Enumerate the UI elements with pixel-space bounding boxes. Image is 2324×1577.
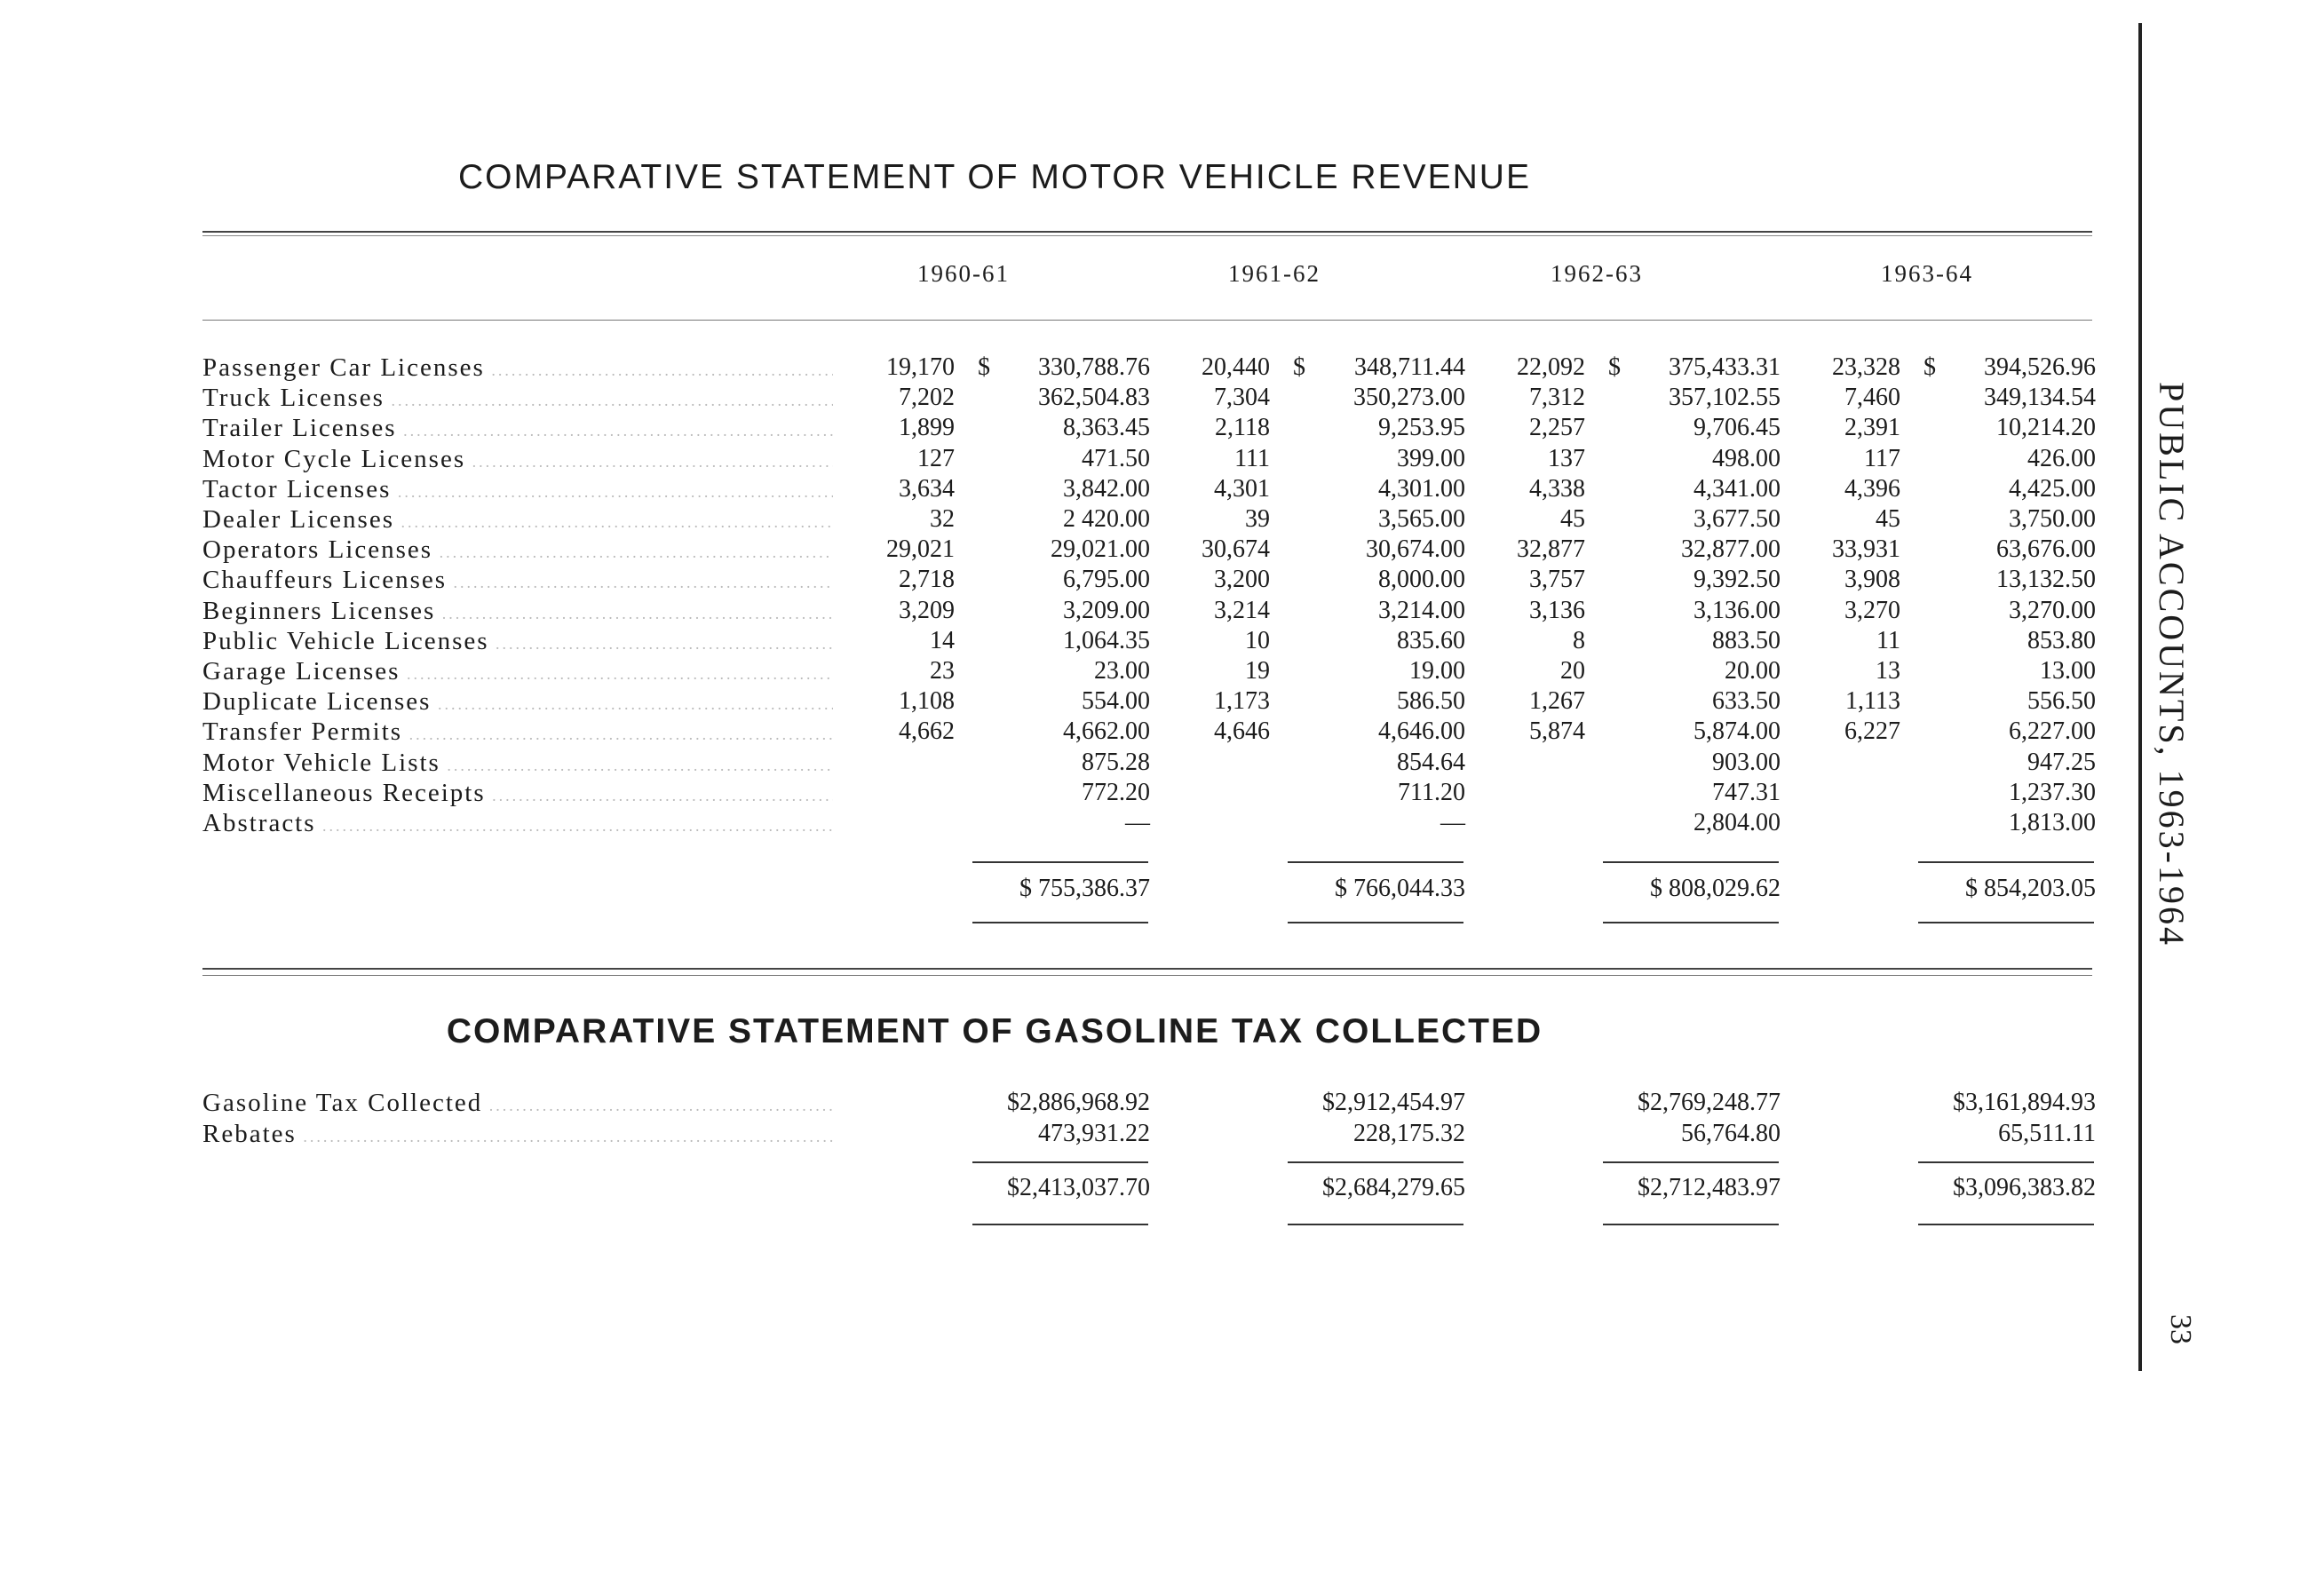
amount-cell: 835.60 — [1397, 626, 1465, 654]
year-header-1963-64: 1963-64 — [1881, 260, 1973, 287]
table-row — [0, 687, 2131, 717]
row-label: Garage Licenses ..... — [202, 657, 833, 686]
total-line — [1288, 1161, 1463, 1163]
total-line — [972, 1161, 1148, 1163]
amount-cell: 2 420.00 — [1063, 505, 1150, 533]
amount-cell: 3,136.00 — [1693, 596, 1781, 624]
count-cell: 10 — [1245, 626, 1270, 654]
total-1960-61: $ 755,386.37 — [1019, 875, 1150, 902]
table-row — [0, 627, 2131, 657]
amount-cell: 747.31 — [1712, 778, 1781, 806]
total-1963-64: $ 854,203.05 — [1965, 875, 2096, 902]
margin-rule — [2138, 23, 2142, 1371]
section-rule-thin — [202, 975, 2092, 976]
year-header-1962-63: 1962-63 — [1551, 260, 1643, 287]
count-cell: 4,338 — [1529, 474, 1585, 503]
count-cell: 2,257 — [1529, 414, 1585, 442]
amount-cell: 3,677.50 — [1693, 505, 1781, 533]
total-line — [1288, 861, 1463, 863]
total-underline — [1918, 1224, 2094, 1225]
amount-cell: 3,209.00 — [1063, 596, 1150, 624]
gas-value: 65,511.11 — [1998, 1120, 2096, 1147]
count-cell: 137 — [1548, 444, 1585, 472]
count-cell: 39 — [1245, 505, 1270, 533]
count-cell: 7,312 — [1529, 384, 1585, 412]
count-cell: 7,304 — [1214, 384, 1270, 412]
count-cell: 3,270 — [1844, 596, 1900, 624]
row-label: Truck Licenses ..... — [202, 384, 833, 413]
count-cell: 11 — [1876, 626, 1900, 654]
table-row — [0, 779, 2131, 809]
total-underline — [1918, 922, 2094, 923]
total-underline — [972, 1224, 1148, 1225]
table-row — [0, 597, 2131, 627]
table-row — [0, 414, 2131, 444]
amount-cell: 375,433.31 — [1669, 353, 1781, 381]
amount-cell: 6,795.00 — [1063, 566, 1150, 594]
amount-cell: 883.50 — [1712, 626, 1781, 654]
amount-cell: 29,021.00 — [1051, 535, 1150, 564]
amount-cell: 1,813.00 — [2009, 809, 2096, 836]
amount-cell: 8,000.00 — [1378, 566, 1465, 594]
amount-cell: 19.00 — [1409, 657, 1465, 685]
count-cell: 32 — [930, 505, 955, 533]
amount-cell: 3,565.00 — [1378, 505, 1465, 533]
section-rule — [202, 968, 2092, 970]
count-cell: 117 — [1864, 444, 1900, 472]
total-underline — [972, 922, 1148, 923]
table-row — [0, 475, 2131, 505]
amount-cell: 4,646.00 — [1378, 717, 1465, 746]
amount-cell: 1,237.30 — [2009, 778, 2096, 806]
motor-vehicle-title: COMPARATIVE STATEMENT OF MOTOR VEHICLE REVENUE — [458, 158, 1531, 196]
count-cell: 3,908 — [1844, 566, 1900, 594]
amount-cell: — — [1125, 809, 1150, 836]
amount-cell: 3,270.00 — [2009, 596, 2096, 624]
amount-cell: 394,526.96 — [1984, 353, 2096, 381]
table-row — [0, 353, 2131, 384]
table-row — [0, 717, 2131, 748]
amount-cell: 349,134.54 — [1984, 384, 2096, 412]
total-line — [1918, 1161, 2094, 1163]
row-label: Public Vehicle Licenses ..... — [202, 627, 833, 656]
top-rule-thin — [202, 235, 2092, 236]
amount-cell: 3,214.00 — [1378, 596, 1465, 624]
amount-cell: 348,711.44 — [1354, 353, 1465, 381]
row-label: Operators Licenses ..... — [202, 535, 833, 565]
count-cell: 19 — [1245, 657, 1270, 685]
total-1961-62: $ 766,044.33 — [1335, 875, 1465, 902]
amount-cell: 8,363.45 — [1063, 414, 1150, 442]
page-number: 33 — [2164, 1314, 2197, 1344]
gas-value: $2,886,968.92 — [1007, 1089, 1150, 1116]
count-cell: 20,440 — [1202, 353, 1270, 381]
amount-cell: 399.00 — [1397, 444, 1465, 472]
amount-cell: 63,676.00 — [1996, 535, 2096, 564]
table-row — [0, 657, 2131, 687]
total-line — [1603, 861, 1779, 863]
amount-cell: 471.50 — [1082, 444, 1150, 472]
amount-cell: 6,227.00 — [2009, 717, 2096, 746]
count-cell: 3,200 — [1214, 566, 1270, 594]
row-label: Transfer Permits ..... — [202, 717, 833, 747]
row-label: Miscellaneous Receipts ..... — [202, 779, 833, 808]
amount-cell: 9,392.50 — [1693, 566, 1781, 594]
count-cell: 14 — [930, 626, 955, 654]
count-cell: 32,877 — [1517, 535, 1585, 564]
count-cell: 1,267 — [1529, 687, 1585, 716]
count-cell: 19,170 — [886, 353, 955, 381]
total-underline — [1603, 922, 1779, 923]
table-row — [0, 1089, 2131, 1119]
header-rule — [202, 320, 2092, 321]
gas-value: $2,912,454.97 — [1322, 1089, 1465, 1116]
dollar-sign: $ — [1608, 353, 1621, 381]
amount-cell: 3,750.00 — [2009, 505, 2096, 533]
amount-cell: 357,102.55 — [1669, 384, 1781, 412]
amount-cell: 875.28 — [1082, 748, 1150, 776]
count-cell: 7,460 — [1844, 384, 1900, 412]
year-header-1961-62: 1961-62 — [1228, 260, 1321, 287]
top-rule — [202, 231, 2092, 233]
count-cell: 1,108 — [899, 687, 955, 716]
count-cell: 7,202 — [899, 384, 955, 412]
amount-cell: 32,877.00 — [1681, 535, 1781, 564]
running-header: PUBLIC ACCOUNTS, 1963-1964 — [2152, 382, 2192, 947]
row-label: Duplicate Licenses ..... — [202, 687, 833, 717]
count-cell: 5,874 — [1529, 717, 1585, 746]
gasoline-title: COMPARATIVE STATEMENT OF GASOLINE TAX COLLECTED — [446, 1012, 1543, 1050]
amount-cell: 4,301.00 — [1378, 474, 1465, 503]
table-row — [0, 445, 2131, 475]
amount-cell: 947.25 — [2027, 748, 2096, 776]
dollar-sign: $ — [978, 353, 990, 381]
amount-cell: 633.50 — [1712, 687, 1781, 716]
dollar-sign: $ — [1293, 353, 1305, 381]
row-label: Passenger Car Licenses ..... — [202, 353, 833, 383]
table-row — [0, 535, 2131, 566]
gas-value: $3,161,894.93 — [1953, 1089, 2096, 1116]
amount-cell: 1,064.35 — [1063, 626, 1150, 654]
count-cell: 2,391 — [1844, 414, 1900, 442]
count-cell: 127 — [917, 444, 955, 472]
row-label: Beginners Licenses ..... — [202, 597, 833, 626]
amount-cell: 903.00 — [1712, 748, 1781, 776]
count-cell: 23 — [930, 657, 955, 685]
gas-value: 473,931.22 — [1038, 1120, 1150, 1147]
count-cell: 20 — [1560, 657, 1585, 685]
amount-cell: 711.20 — [1398, 778, 1465, 806]
amount-cell: 330,788.76 — [1038, 353, 1150, 381]
count-cell: 4,662 — [899, 717, 955, 746]
amount-cell: 854.64 — [1397, 748, 1465, 776]
total-underline — [1288, 1224, 1463, 1225]
table-row — [0, 749, 2131, 779]
amount-cell: 4,425.00 — [2009, 474, 2096, 503]
amount-cell: 2,804.00 — [1693, 809, 1781, 836]
dollar-sign: $ — [1923, 353, 1936, 381]
table-row — [0, 566, 2131, 596]
row-label: Motor Vehicle Lists ..... — [202, 749, 833, 778]
count-cell: 13 — [1876, 657, 1900, 685]
count-cell: 1,113 — [1845, 687, 1900, 716]
row-label: Trailer Licenses ..... — [202, 414, 833, 443]
count-cell: 3,209 — [899, 596, 955, 624]
count-cell: 2,118 — [1215, 414, 1270, 442]
count-cell: 111 — [1234, 444, 1270, 472]
count-cell: 8 — [1573, 626, 1585, 654]
amount-cell: 20.00 — [1725, 657, 1781, 685]
gas-total: $3,096,383.82 — [1953, 1174, 2096, 1201]
count-cell: 22,092 — [1517, 353, 1585, 381]
count-cell: 4,396 — [1844, 474, 1900, 503]
amount-cell: 426.00 — [2027, 444, 2096, 472]
amount-cell: 5,874.00 — [1693, 717, 1781, 746]
count-cell: 30,674 — [1202, 535, 1270, 564]
row-label: Chauffeurs Licenses ..... — [202, 566, 833, 595]
amount-cell: 4,341.00 — [1693, 474, 1781, 503]
row-label: Abstracts ..... — [202, 809, 833, 838]
amount-cell: 13.00 — [2040, 657, 2096, 685]
amount-cell: — — [1440, 809, 1465, 836]
amount-cell: 23.00 — [1094, 657, 1150, 685]
total-underline — [1603, 1224, 1779, 1225]
amount-cell: 30,674.00 — [1366, 535, 1465, 564]
count-cell: 6,227 — [1844, 717, 1900, 746]
amount-cell: 10,214.20 — [1996, 414, 2096, 442]
gas-row-label: Gasoline Tax Collected ..... — [202, 1089, 833, 1118]
amount-cell: 9,706.45 — [1693, 414, 1781, 442]
amount-cell: 853.80 — [2027, 626, 2096, 654]
gas-total: $2,684,279.65 — [1322, 1174, 1465, 1201]
amount-cell: 586.50 — [1397, 687, 1465, 716]
table-row — [0, 505, 2131, 535]
total-line — [1918, 861, 2094, 863]
amount-cell: 554.00 — [1082, 687, 1150, 716]
amount-cell: 3,842.00 — [1063, 474, 1150, 503]
count-cell: 1,899 — [899, 414, 955, 442]
amount-cell: 9,253.95 — [1378, 414, 1465, 442]
amount-cell: 4,662.00 — [1063, 717, 1150, 746]
total-underline — [1288, 922, 1463, 923]
amount-cell: 556.50 — [2027, 687, 2096, 716]
count-cell: 33,931 — [1832, 535, 1900, 564]
row-label: Tactor Licenses ..... — [202, 475, 833, 504]
gas-total: $2,413,037.70 — [1007, 1174, 1150, 1201]
count-cell: 1,173 — [1214, 687, 1270, 716]
gas-row-label: Rebates ..... — [202, 1120, 833, 1149]
gas-total: $2,712,483.97 — [1638, 1174, 1781, 1201]
amount-cell: 350,273.00 — [1353, 384, 1465, 412]
gas-value: 228,175.32 — [1353, 1120, 1465, 1147]
row-label: Dealer Licenses ..... — [202, 505, 833, 535]
gas-value: 56,764.80 — [1681, 1120, 1781, 1147]
table-row — [0, 1120, 2131, 1150]
amount-cell: 13,132.50 — [1996, 566, 2096, 594]
total-1962-63: $ 808,029.62 — [1650, 875, 1781, 902]
count-cell: 3,214 — [1214, 596, 1270, 624]
count-cell: 29,021 — [886, 535, 955, 564]
count-cell: 23,328 — [1832, 353, 1900, 381]
count-cell: 45 — [1560, 505, 1585, 533]
count-cell: 4,301 — [1214, 474, 1270, 503]
count-cell: 3,757 — [1529, 566, 1585, 594]
total-line — [972, 861, 1148, 863]
table-row — [0, 809, 2131, 839]
count-cell: 3,634 — [899, 474, 955, 503]
gas-value: $2,769,248.77 — [1638, 1089, 1781, 1116]
row-label: Motor Cycle Licenses ..... — [202, 445, 833, 474]
amount-cell: 772.20 — [1082, 778, 1150, 806]
total-line — [1603, 1161, 1779, 1163]
table-row — [0, 384, 2131, 414]
amount-cell: 362,504.83 — [1038, 384, 1150, 412]
count-cell: 45 — [1876, 505, 1900, 533]
year-header-1960-61: 1960-61 — [917, 260, 1010, 287]
amount-cell: 498.00 — [1712, 444, 1781, 472]
count-cell: 2,718 — [899, 566, 955, 594]
count-cell: 3,136 — [1529, 596, 1585, 624]
count-cell: 4,646 — [1214, 717, 1270, 746]
